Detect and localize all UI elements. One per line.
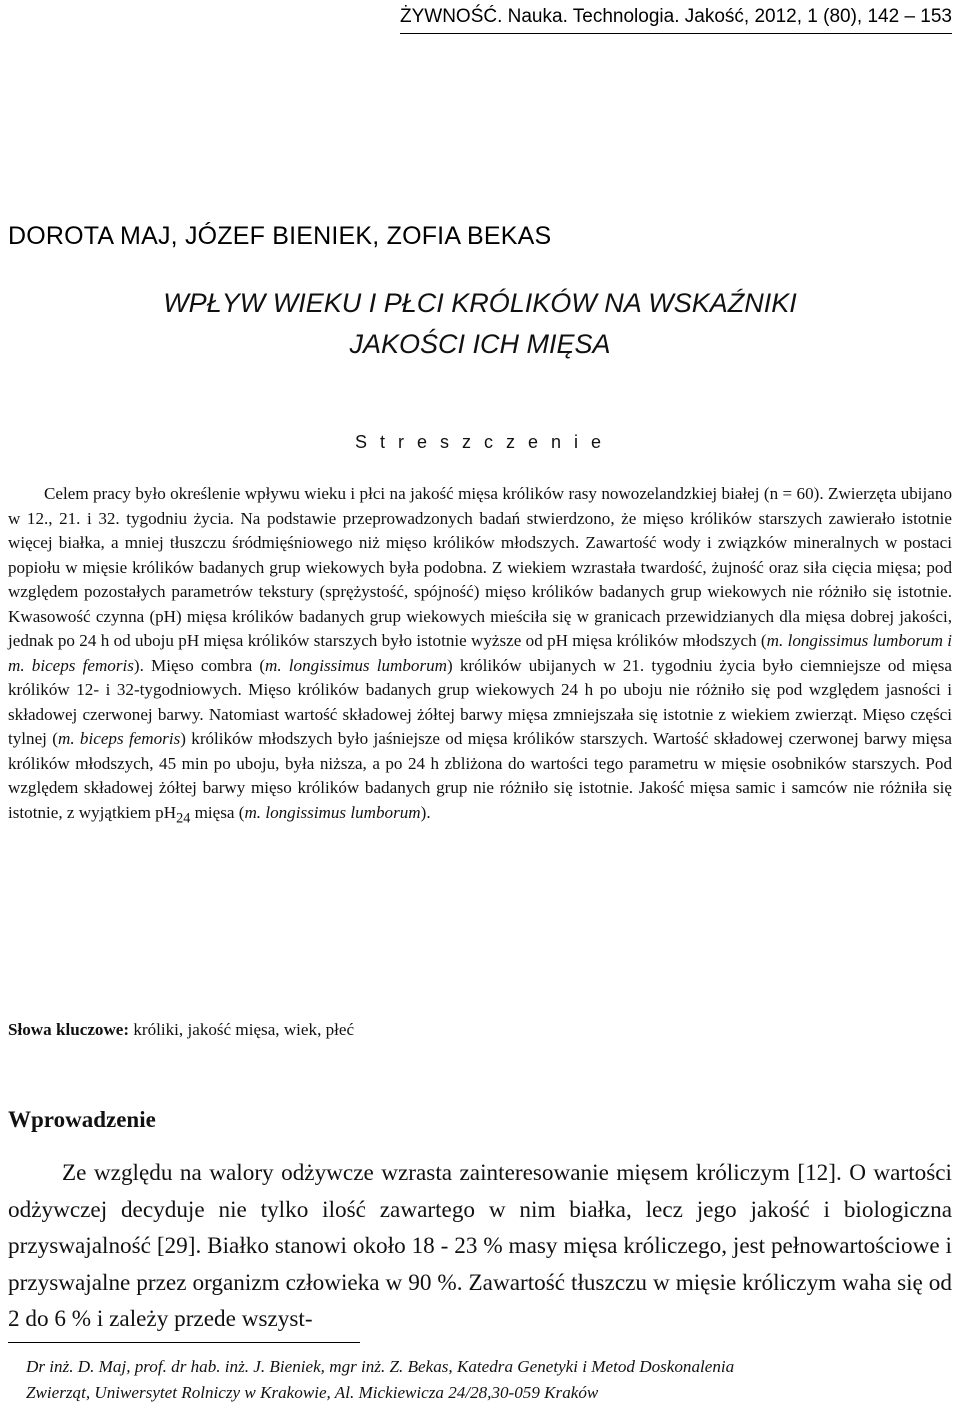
authors: DOROTA MAJ, JÓZEF BIENIEK, ZOFIA BEKAS	[8, 222, 552, 250]
abstract-species-term: m. longissimus lumborum i m. biceps femoris	[8, 631, 952, 675]
keywords-label: Słowa kluczowe:	[8, 1020, 130, 1039]
journal-citation-header: ŻYWNOŚĆ. Nauka. Technologia. Jakość, 2012, 1 (80), 142 – 153	[400, 6, 952, 34]
abstract-heading: S t r e s z c z e n i e	[354, 432, 606, 452]
abstract-text-5: mięsa (	[190, 802, 245, 822]
abstract-ph-subscript: 24	[176, 809, 191, 826]
footnote-divider	[8, 1342, 360, 1343]
section-heading-introduction: Wprowadzenie	[8, 1107, 156, 1132]
introduction-paragraph: Ze względu na walory odżywcze wzrasta zainteresowanie mięsem króliczym [12]. O wartości odżywczej decyduje nie tylko ilość zawartego w nim białka, lecz jego jakość i biologiczna przyswajalność [29]. Białko stanowi około 18 - 23 % masy mięsa króliczego, jest pełnowartościowe i przyswajalne przez organizm człowieka w 90 %. Zawartość tłuszczu w mięsie króliczym waha się od 2 do 6 % i zależy przede wszyst-	[8, 1160, 952, 1332]
keywords-text: króliki, jakość mięsa, wiek, płeć	[129, 1020, 355, 1039]
abstract-paragraph	[8, 482, 952, 830]
paper-title	[0, 283, 960, 365]
abstract-text-4: ) królików młodszych było jaśniejsze od mięsa królików starszych. Wartość składowej czerwonej barwy mięsa królików młodszych, 45 min po uboju, była niższa, a po 24 h zbliżona do wartości tego parametru w mięsie osobników starszych. Pod względem składowej żółtej barwy mięso królików badanych grup nie różniło się istotnie. Jakość mięsa samic i samców nie różniła się istotnie, z wyjątkiem pH	[8, 729, 952, 822]
footnote-line-1: Dr inż. D. Maj, prof. dr hab. inż. J. Bieniek, mgr inż. Z. Bekas, Katedra Genetyki i Metod Doskonalenia	[26, 1357, 735, 1376]
keywords	[8, 1020, 354, 1040]
abstract-text-6: ).	[420, 802, 431, 822]
abstract-text-1: Celem pracy było określenie wpływu wieku i płci na jakość mięsa królików rasy nowozelandzkiej białej (n = 60). Zwierzęta ubijano w 12., 21. i 32. tygodniu życia. Na podstawie przeprowadzonych badań stwierdzono, że mięso królików starszych zawierało istotnie więcej białka, a mniej tłuszczu śródmięśniowego niż mięso królików młodszych. Zawartość wody i związków mineralnych w postaci popiołu w mięsie królików badanych grup wiekowych była podobna. Z wiekiem wzrastała twardość, żujność oraz siła cięcia mięsa; pod względem pozostałych parametrów tekstury (sprężystość, spójność) mięso królików badanych grup wiekowych nie różniło się istotnie. Kwasowość czynna (pH) mięsa królików badanych grup wiekowych mieściła się w granicach przewidzianych dla mięsa dobrej jakości, jednak po 24 h od uboju pH mięsa królików starszych było istotnie wyższe od pH mięsa królików młodszych (	[8, 484, 952, 650]
paper-title-line-1: WPŁYW WIEKU I PŁCI KRÓLIKÓW NA WSKAŹNIKI	[163, 288, 797, 318]
footnote-line-2: Zwierząt, Uniwersytet Rolniczy w Krakowie, Al. Mickiewicza 24/28,30-059 Kraków	[26, 1383, 599, 1402]
paper-title-line-2: JAKOŚCI ICH MIĘSA	[349, 329, 611, 359]
abstract-muscle-term: m. longissimus lumborum	[265, 655, 447, 675]
abstract-text-3: ) królików ubijanych w 21. tygodniu życia było ciemniejsze od mięsa królików 12- i 32-tygodniowych. Mięso królików badanych grup wiekowych 24 h po uboju nie różniło się pod względem jasności i składowej czerwonej barwy. Natomiast wartość składowej żółtej barwy mięsa zmniejszała się istotnie z wiekiem zwierząt. Mięso części tylnej (	[8, 655, 952, 748]
abstract-muscle-term: m. biceps femoris	[57, 729, 181, 748]
author-affiliation-footnote	[26, 1354, 956, 1406]
abstract-text-2: ). Mięso combra (	[133, 655, 266, 675]
abstract-muscle-term: m. longissimus lumborum	[244, 802, 421, 822]
